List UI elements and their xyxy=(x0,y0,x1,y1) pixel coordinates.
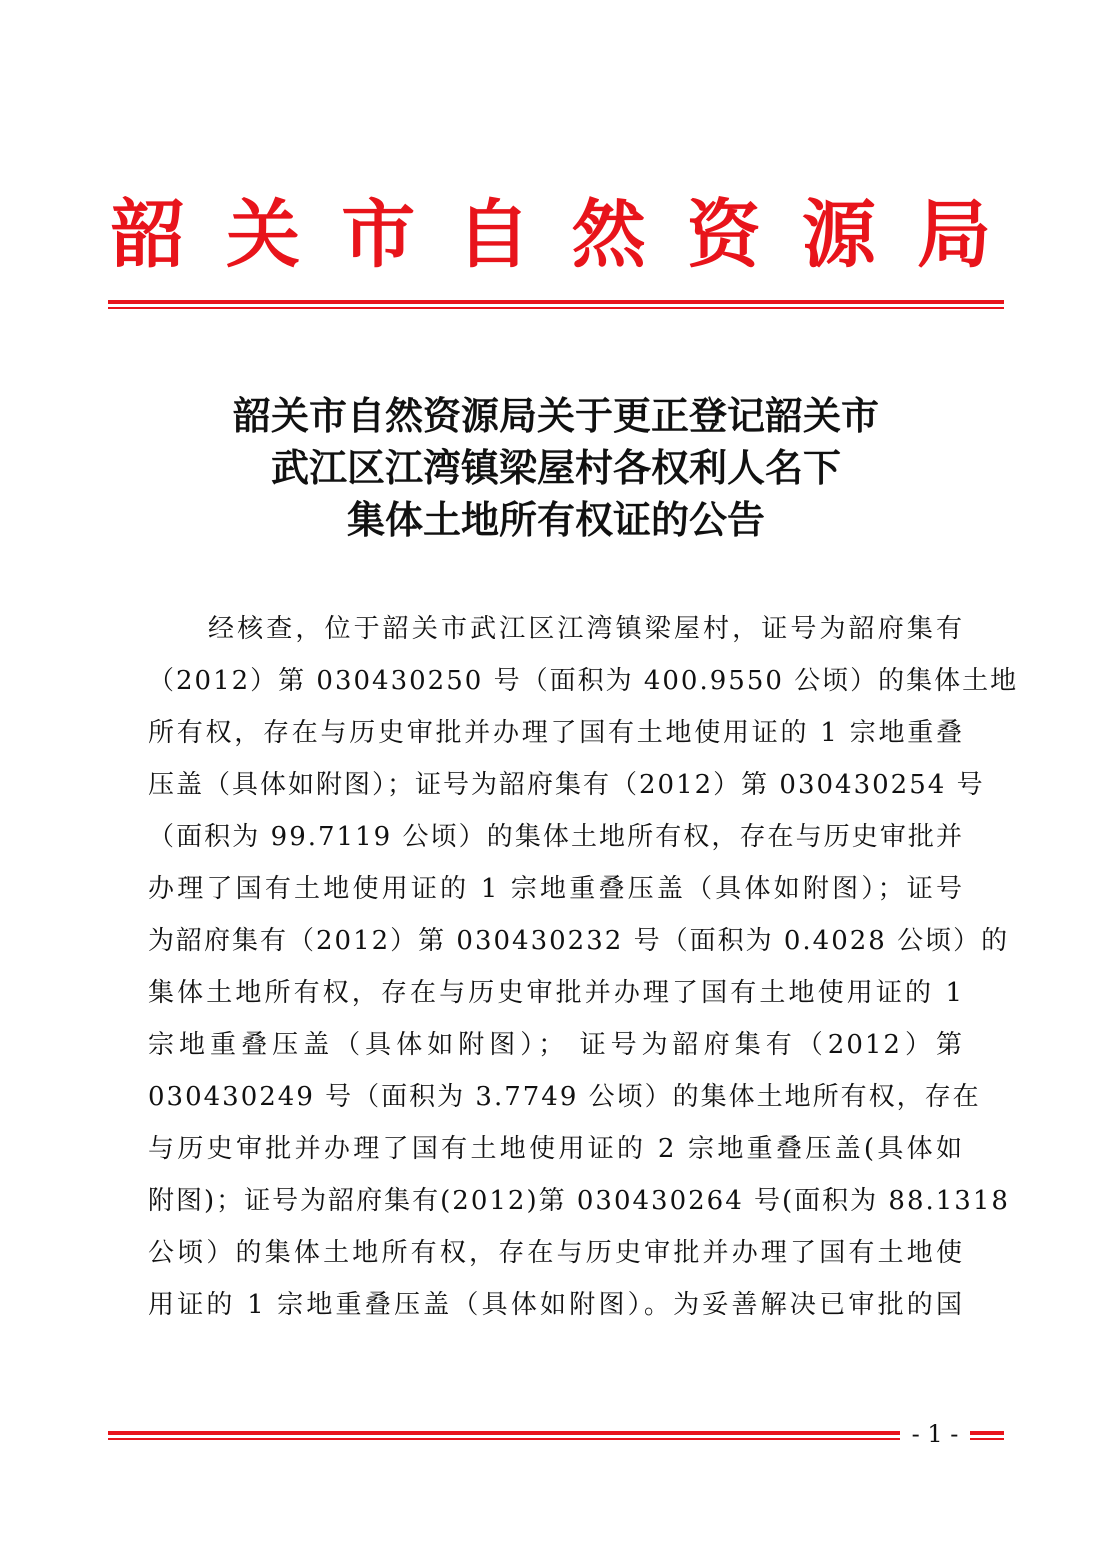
document-title xyxy=(108,390,1004,546)
header-divider xyxy=(108,300,1004,309)
body-line: 用证的 1 宗地重叠压盖（具体如附图）。为妥善解决已审批的国 xyxy=(148,1290,964,1320)
body-line: 所有权，存在与历史审批并办理了国有土地使用证的 1 宗地重叠 xyxy=(148,718,964,748)
footer-divider xyxy=(108,1431,1004,1440)
body-line: 与历史审批并办理了国有土地使用证的 2 宗地重叠压盖(具体如 xyxy=(148,1134,964,1164)
title-line: 武江区江湾镇梁屋村各权利人名下 xyxy=(270,445,841,490)
body-line: 压盖（具体如附图）；证号为韶府集有（2012）第 030430254 号 xyxy=(148,770,985,800)
body-line: 030430249 号（面积为 3.7749 公顷）的集体土地所有权，存在 xyxy=(148,1082,981,1112)
header-char: 市 xyxy=(341,192,416,278)
header-char: 自 xyxy=(456,192,531,278)
body-line: 经核查，位于韶关市武江区江湾镇梁屋村，证号为韶府集有 xyxy=(208,614,964,644)
header-char: 源 xyxy=(801,192,876,278)
body-line: （面积为 99.7119 公顷）的集体土地所有权，存在与历史审批并 xyxy=(148,822,964,852)
divider-thin-line xyxy=(108,307,1004,309)
header-char: 然 xyxy=(571,192,646,278)
body-line: 集体土地所有权，存在与历史审批并办理了国有土地使用证的 1 xyxy=(148,978,964,1008)
document-body xyxy=(148,603,1019,1331)
page-number: - 1 - xyxy=(900,1420,970,1448)
divider-thin-line xyxy=(108,1438,1004,1440)
header-char: 资 xyxy=(686,192,761,278)
issuing-authority-header xyxy=(108,190,994,280)
body-line: 为韶府集有（2012）第 030430232 号（面积为 0.4028 公顷）的 xyxy=(148,926,1010,956)
body-line: 附图)；证号为韶府集有(2012)第 030430264 号(面积为 88.1318 xyxy=(148,1186,1010,1216)
body-line: 办理了国有土地使用证的 1 宗地重叠压盖（具体如附图）；证号 xyxy=(148,874,964,904)
header-char: 局 xyxy=(916,192,991,278)
title-line: 集体土地所有权证的公告 xyxy=(346,497,765,542)
header-char: 关 xyxy=(226,192,301,278)
body-line: （2012）第 030430250 号（面积为 400.9550 公顷）的集体土地 xyxy=(148,666,1019,696)
header-char: 韶 xyxy=(111,192,185,278)
body-line: 公顷）的集体土地所有权，存在与历史审批并办理了国有土地使 xyxy=(148,1238,964,1268)
title-line: 韶关市自然资源局关于更正登记韶关市 xyxy=(232,393,879,438)
body-line: 宗地重叠压盖（具体如附图）； 证号为韶府集有（2012）第 xyxy=(148,1030,964,1060)
